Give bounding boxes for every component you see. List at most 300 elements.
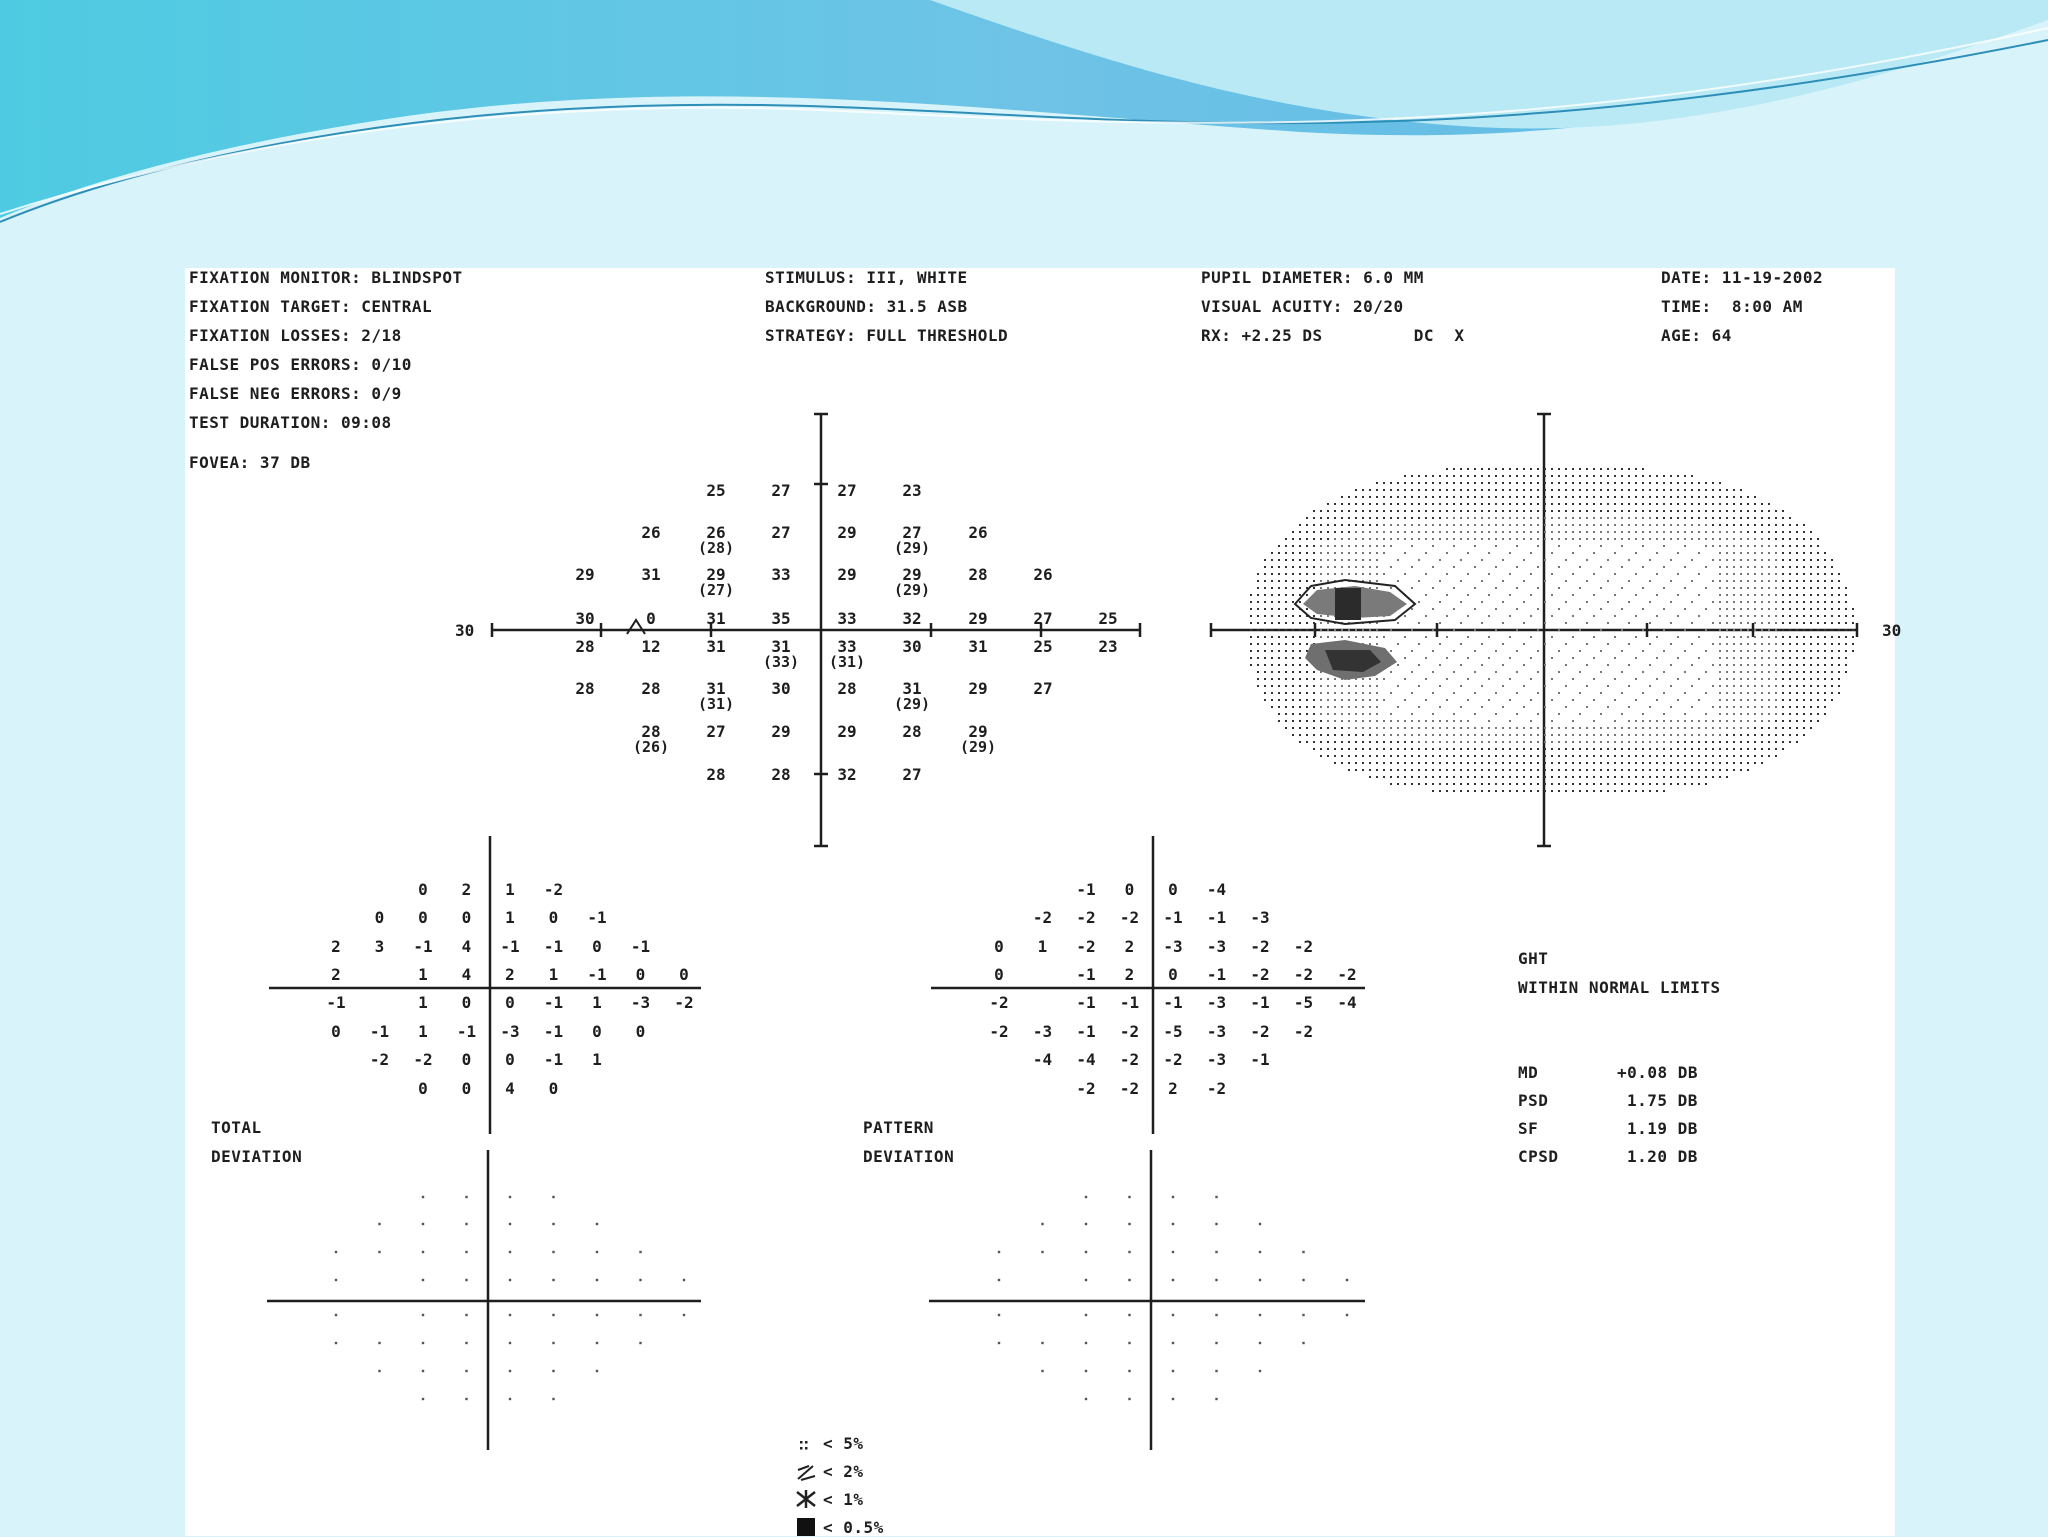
- grayscale-dot: [1607, 734, 1609, 736]
- grayscale-dot: [1481, 468, 1483, 470]
- grayscale-dot: [1495, 748, 1497, 750]
- grayscale-dot: [1264, 580, 1266, 582]
- grayscale-dot: [1635, 783, 1637, 785]
- probability-dot: [552, 1398, 554, 1400]
- grayscale-dot: [1803, 727, 1805, 729]
- grayscale-dot: [1509, 496, 1511, 498]
- grayscale-dot: [1782, 734, 1784, 736]
- grayscale-dot: [1614, 636, 1616, 638]
- grayscale-dot: [1733, 664, 1735, 666]
- grayscale-dot: [1621, 608, 1623, 610]
- grayscale-dot: [1852, 650, 1854, 652]
- threshold-value: 31: [706, 609, 726, 628]
- grayscale-dot: [1369, 643, 1371, 645]
- grayscale-dot: [1439, 601, 1441, 603]
- grayscale-dot: [1656, 552, 1658, 554]
- grayscale-dot: [1572, 524, 1574, 526]
- grayscale-dot: [1334, 538, 1336, 540]
- grayscale-dot: [1572, 776, 1574, 778]
- grayscale-dot: [1705, 531, 1707, 533]
- grayscale-dot: [1537, 566, 1539, 568]
- grayscale-dot: [1404, 503, 1406, 505]
- grayscale-dot: [1285, 706, 1287, 708]
- grayscale-dot: [1432, 503, 1434, 505]
- grayscale-dot: [1278, 615, 1280, 617]
- grayscale-dot: [1684, 762, 1686, 764]
- grayscale-dot: [1712, 496, 1714, 498]
- grayscale-dot: [1698, 734, 1700, 736]
- grayscale-dot: [1565, 727, 1567, 729]
- grayscale-dot: [1299, 559, 1301, 561]
- grayscale-dot: [1411, 748, 1413, 750]
- grayscale-dot: [1516, 482, 1518, 484]
- grayscale-dot: [1446, 594, 1448, 596]
- grayscale-dot: [1523, 468, 1525, 470]
- grayscale-dot: [1334, 692, 1336, 694]
- grayscale-dot: [1747, 503, 1749, 505]
- grayscale-dot: [1670, 475, 1672, 477]
- grayscale-dot: [1313, 629, 1315, 631]
- grayscale-dot: [1299, 580, 1301, 582]
- grayscale-dot: [1607, 664, 1609, 666]
- grayscale-dot: [1747, 608, 1749, 610]
- grayscale-dot: [1803, 720, 1805, 722]
- grayscale-dot: [1740, 699, 1742, 701]
- grayscale-dot: [1796, 573, 1798, 575]
- grayscale-dot: [1474, 748, 1476, 750]
- grayscale-dot: [1369, 503, 1371, 505]
- ght-result: WITHIN NORMAL LIMITS: [1518, 978, 1721, 997]
- grayscale-dot: [1390, 762, 1392, 764]
- grayscale-dot: [1628, 482, 1630, 484]
- grayscale-dot: [1768, 573, 1770, 575]
- threshold-value: 29: [968, 609, 988, 628]
- probability-dot: [552, 1196, 554, 1198]
- grayscale-dot: [1327, 531, 1329, 533]
- grayscale-dot: [1390, 734, 1392, 736]
- grayscale-dot: [1264, 573, 1266, 575]
- pattern-deviation-value: -2: [1250, 1022, 1270, 1041]
- grayscale-dot: [1467, 517, 1469, 519]
- grayscale-dot: [1691, 489, 1693, 491]
- probability-dot: [1302, 1314, 1304, 1316]
- grayscale-dot: [1796, 552, 1798, 554]
- grayscale-dot: [1502, 783, 1504, 785]
- grayscale-dot: [1306, 650, 1308, 652]
- grayscale-dot: [1376, 755, 1378, 757]
- grayscale-dot: [1803, 601, 1805, 603]
- grayscale-dot: [1488, 482, 1490, 484]
- grayscale-dot: [1586, 538, 1588, 540]
- grayscale-dot: [1481, 489, 1483, 491]
- grayscale-dot: [1439, 720, 1441, 722]
- grayscale-dot: [1621, 783, 1623, 785]
- grayscale-dot: [1768, 734, 1770, 736]
- grayscale-dot: [1530, 699, 1532, 701]
- grayscale-dot: [1656, 510, 1658, 512]
- grayscale-dot: [1586, 783, 1588, 785]
- grayscale-dot: [1663, 720, 1665, 722]
- grayscale-dot: [1495, 538, 1497, 540]
- grayscale-dot: [1698, 776, 1700, 778]
- grayscale-dot: [1467, 468, 1469, 470]
- grayscale-dot: [1460, 685, 1462, 687]
- grayscale-dot: [1684, 734, 1686, 736]
- grayscale-dot: [1264, 622, 1266, 624]
- grayscale-dot: [1341, 685, 1343, 687]
- grayscale-dot: [1810, 692, 1812, 694]
- grayscale-dot: [1390, 727, 1392, 729]
- probability-dot: [1215, 1314, 1217, 1316]
- grayscale-dot: [1390, 692, 1392, 694]
- grayscale-dot: [1285, 552, 1287, 554]
- grayscale-dot: [1782, 559, 1784, 561]
- grayscale-dot: [1432, 762, 1434, 764]
- grayscale-dot: [1397, 727, 1399, 729]
- grayscale-dot: [1558, 510, 1560, 512]
- grayscale-dot: [1516, 713, 1518, 715]
- grayscale-dot: [1796, 650, 1798, 652]
- grayscale-dot: [1334, 685, 1336, 687]
- grayscale-dot: [1796, 566, 1798, 568]
- grayscale-dot: [1474, 650, 1476, 652]
- grayscale-dot: [1516, 510, 1518, 512]
- grayscale-dot: [1677, 657, 1679, 659]
- grayscale-dot: [1313, 692, 1315, 694]
- grayscale-dot: [1383, 496, 1385, 498]
- grayscale-dot: [1663, 741, 1665, 743]
- threshold-value: 32: [837, 765, 857, 784]
- grayscale-dot: [1768, 594, 1770, 596]
- total-deviation-value: -1: [413, 937, 433, 956]
- total-deviation-value: 1: [418, 965, 428, 984]
- grayscale-dot: [1369, 538, 1371, 540]
- grayscale-dot: [1460, 643, 1462, 645]
- grayscale-dot: [1306, 720, 1308, 722]
- grayscale-dot: [1733, 657, 1735, 659]
- grayscale-dot: [1411, 720, 1413, 722]
- grayscale-dot: [1565, 559, 1567, 561]
- grayscale-dot: [1334, 510, 1336, 512]
- grayscale-dot: [1460, 664, 1462, 666]
- grayscale-dot: [1474, 587, 1476, 589]
- grayscale-dot: [1481, 643, 1483, 645]
- grayscale-dot: [1796, 706, 1798, 708]
- grayscale-dot: [1670, 517, 1672, 519]
- grayscale-dot: [1789, 713, 1791, 715]
- grayscale-dot: [1719, 580, 1721, 582]
- grayscale-dot: [1481, 503, 1483, 505]
- strategy: STRATEGY: FULL THRESHOLD: [765, 326, 1009, 345]
- grayscale-dot: [1327, 573, 1329, 575]
- threshold-retest-value: (28): [697, 539, 735, 557]
- grayscale-dot: [1481, 538, 1483, 540]
- grayscale-dot: [1817, 713, 1819, 715]
- grayscale-dot: [1817, 580, 1819, 582]
- grayscale-dot: [1726, 685, 1728, 687]
- grayscale-dot: [1250, 629, 1252, 631]
- grayscale-dot: [1411, 755, 1413, 757]
- grayscale-dot: [1467, 573, 1469, 575]
- probability-dot: [465, 1196, 467, 1198]
- grayscale-dot: [1313, 699, 1315, 701]
- grayscale-dot: [1341, 748, 1343, 750]
- grayscale-dot: [1810, 720, 1812, 722]
- grayscale-dot: [1614, 489, 1616, 491]
- grayscale-dot: [1299, 692, 1301, 694]
- grayscale-dot: [1299, 713, 1301, 715]
- grayscale-dot: [1383, 552, 1385, 554]
- grayscale-dot: [1817, 594, 1819, 596]
- grayscale-dot: [1341, 545, 1343, 547]
- grayscale-dot: [1600, 769, 1602, 771]
- grayscale-dot: [1775, 636, 1777, 638]
- grayscale-dot: [1775, 706, 1777, 708]
- grayscale-dot: [1537, 755, 1539, 757]
- grayscale-dot: [1740, 622, 1742, 624]
- grayscale-dot: [1495, 517, 1497, 519]
- grayscale-dot: [1383, 769, 1385, 771]
- grayscale-dot: [1656, 538, 1658, 540]
- grayscale-dot: [1600, 741, 1602, 743]
- grayscale-dot: [1663, 538, 1665, 540]
- grayscale-dot: [1789, 671, 1791, 673]
- grayscale-dot: [1376, 741, 1378, 743]
- grayscale-dot: [1768, 552, 1770, 554]
- grayscale-dot: [1740, 706, 1742, 708]
- grayscale-dot: [1453, 545, 1455, 547]
- grayscale-dot: [1600, 783, 1602, 785]
- grayscale-dot: [1747, 762, 1749, 764]
- grayscale-dot: [1796, 615, 1798, 617]
- grayscale-dot: [1334, 699, 1336, 701]
- grayscale-dot: [1824, 643, 1826, 645]
- grayscale-dot: [1754, 643, 1756, 645]
- grayscale-dot: [1376, 727, 1378, 729]
- grayscale-dot: [1320, 559, 1322, 561]
- grayscale-dot: [1376, 587, 1378, 589]
- grayscale-dot: [1614, 538, 1616, 540]
- pattern-deviation-value: -2: [1293, 965, 1314, 984]
- grayscale-dot: [1614, 720, 1616, 722]
- grayscale-dot: [1327, 720, 1329, 722]
- probability-dot: [1172, 1370, 1174, 1372]
- grayscale-dot: [1579, 482, 1581, 484]
- grayscale-dot: [1516, 650, 1518, 652]
- grayscale-dot: [1614, 790, 1616, 792]
- grayscale-dot: [1656, 573, 1658, 575]
- probability-dot: [1259, 1342, 1261, 1344]
- grayscale-dot: [1635, 538, 1637, 540]
- grayscale-dot: [1642, 524, 1644, 526]
- grayscale-dot: [1726, 601, 1728, 603]
- grayscale-dot: [1481, 783, 1483, 785]
- grayscale-dot: [1838, 587, 1840, 589]
- grayscale-dot: [1845, 671, 1847, 673]
- grayscale-dot: [1292, 664, 1294, 666]
- grayscale-dot: [1628, 734, 1630, 736]
- grayscale-dot: [1264, 559, 1266, 561]
- grayscale-dot: [1817, 699, 1819, 701]
- legend-symbols: [797, 1441, 815, 1536]
- threshold-retest-value: (31): [697, 695, 735, 713]
- probability-dot: [422, 1398, 424, 1400]
- grayscale-dot: [1516, 524, 1518, 526]
- grayscale-dot: [1789, 622, 1791, 624]
- grayscale-dot: [1327, 748, 1329, 750]
- grayscale-dot: [1460, 496, 1462, 498]
- grayscale-dot: [1628, 769, 1630, 771]
- probability-dot: [1259, 1223, 1261, 1225]
- grayscale-dot: [1516, 692, 1518, 694]
- grayscale-dot: [1257, 636, 1259, 638]
- grayscale-dot: [1383, 524, 1385, 526]
- grayscale-dot: [1642, 769, 1644, 771]
- probability-dot: [465, 1251, 467, 1253]
- grayscale-dot: [1278, 643, 1280, 645]
- grayscale-dot: [1740, 769, 1742, 771]
- grayscale-dot: [1516, 762, 1518, 764]
- grayscale-dot: [1537, 650, 1539, 652]
- threshold-value: 27: [1033, 609, 1053, 628]
- grayscale-dot: [1796, 545, 1798, 547]
- grayscale-dot: [1355, 685, 1357, 687]
- grayscale-dot: [1362, 559, 1364, 561]
- grayscale-dot: [1572, 496, 1574, 498]
- grayscale-dot: [1754, 741, 1756, 743]
- grayscale-dot: [1775, 678, 1777, 680]
- grayscale-dot: [1579, 517, 1581, 519]
- grayscale-dot: [1376, 685, 1378, 687]
- grayscale-dot: [1579, 608, 1581, 610]
- grayscale-dot: [1341, 503, 1343, 505]
- grayscale-dot: [1768, 587, 1770, 589]
- grayscale-dot: [1278, 566, 1280, 568]
- probability-dot: [1128, 1342, 1130, 1344]
- grayscale-dot: [1453, 566, 1455, 568]
- grayscale-dot: [1467, 741, 1469, 743]
- grayscale-dot: [1726, 608, 1728, 610]
- grayscale-dot: [1397, 538, 1399, 540]
- threshold-value: 28: [968, 565, 988, 584]
- threshold-value: 27: [837, 481, 857, 500]
- grayscale-dot: [1355, 629, 1357, 631]
- grayscale-dot: [1733, 503, 1735, 505]
- grayscale-dot: [1712, 769, 1714, 771]
- grayscale-dot: [1418, 482, 1420, 484]
- grayscale-dot: [1838, 692, 1840, 694]
- grayscale-dot: [1733, 650, 1735, 652]
- grayscale-dot: [1838, 685, 1840, 687]
- grayscale-dot: [1460, 524, 1462, 526]
- grayscale-dot: [1747, 566, 1749, 568]
- grayscale-dot: [1824, 671, 1826, 673]
- grayscale-dot: [1614, 482, 1616, 484]
- grayscale-dot: [1502, 538, 1504, 540]
- grayscale-dot: [1299, 678, 1301, 680]
- grayscale-dot: [1719, 636, 1721, 638]
- grayscale-dot: [1614, 741, 1616, 743]
- grayscale-dot: [1446, 552, 1448, 554]
- grayscale-dot: [1271, 671, 1273, 673]
- grayscale-dot: [1803, 587, 1805, 589]
- grayscale-dot: [1719, 776, 1721, 778]
- grayscale-dot: [1488, 741, 1490, 743]
- grayscale-dot: [1705, 566, 1707, 568]
- grayscale-dot: [1628, 475, 1630, 477]
- grayscale-dot: [1467, 475, 1469, 477]
- grayscale-dot: [1768, 727, 1770, 729]
- grayscale-dot: [1383, 573, 1385, 575]
- grayscale-dot: [1292, 608, 1294, 610]
- grayscale-dot: [1446, 762, 1448, 764]
- probability-dot: [683, 1279, 685, 1281]
- grayscale-dot: [1271, 566, 1273, 568]
- grayscale-dot: [1404, 748, 1406, 750]
- grayscale-dot: [1747, 755, 1749, 757]
- grayscale-dot: [1502, 622, 1504, 624]
- grayscale-dot: [1376, 762, 1378, 764]
- grayscale-dot: [1614, 762, 1616, 764]
- threshold-value: 31: [641, 565, 661, 584]
- pattern-deviation-value: 0: [1124, 880, 1135, 899]
- grayscale-dot: [1523, 510, 1525, 512]
- grayscale-dot: [1264, 615, 1266, 617]
- total-deviation-value: 4: [461, 965, 472, 984]
- grayscale-dot: [1579, 496, 1581, 498]
- grayscale-dot: [1733, 538, 1735, 540]
- grayscale-dot: [1299, 531, 1301, 533]
- grayscale-dot: [1376, 496, 1378, 498]
- grayscale-dot: [1733, 496, 1735, 498]
- grayscale-dot: [1271, 615, 1273, 617]
- grayscale-dot: [1572, 741, 1574, 743]
- grayscale-dot: [1621, 517, 1623, 519]
- grayscale-dot: [1586, 503, 1588, 505]
- grayscale-dot: [1635, 762, 1637, 764]
- grayscale-dot: [1488, 734, 1490, 736]
- grayscale-dot: [1579, 713, 1581, 715]
- grayscale-dot: [1635, 657, 1637, 659]
- grayscale-dot: [1418, 538, 1420, 540]
- grayscale-dot: [1831, 608, 1833, 610]
- grayscale-dot: [1586, 580, 1588, 582]
- grayscale-dot: [1586, 664, 1588, 666]
- grayscale-dot: [1390, 510, 1392, 512]
- grayscale-dot: [1719, 720, 1721, 722]
- grayscale-dot: [1754, 538, 1756, 540]
- grayscale-dot: [1754, 552, 1756, 554]
- grayscale-dot: [1796, 699, 1798, 701]
- grayscale-dot: [1698, 727, 1700, 729]
- grayscale-dot: [1397, 510, 1399, 512]
- grayscale-dot: [1593, 552, 1595, 554]
- grayscale-dot: [1775, 741, 1777, 743]
- grayscale-dot: [1719, 748, 1721, 750]
- grayscale-dot: [1677, 531, 1679, 533]
- probability-dot: [596, 1251, 598, 1253]
- grayscale-dot: [1719, 685, 1721, 687]
- grayscale-dot: [1362, 552, 1364, 554]
- grayscale-dot: [1698, 531, 1700, 533]
- probability-dot: [1085, 1251, 1087, 1253]
- grayscale-dot: [1292, 587, 1294, 589]
- grayscale-dot: [1376, 573, 1378, 575]
- grayscale-dot: [1390, 524, 1392, 526]
- grayscale-dot: [1474, 776, 1476, 778]
- threshold-axis-right-label: 30: [1882, 621, 1902, 640]
- grayscale-dot: [1747, 496, 1749, 498]
